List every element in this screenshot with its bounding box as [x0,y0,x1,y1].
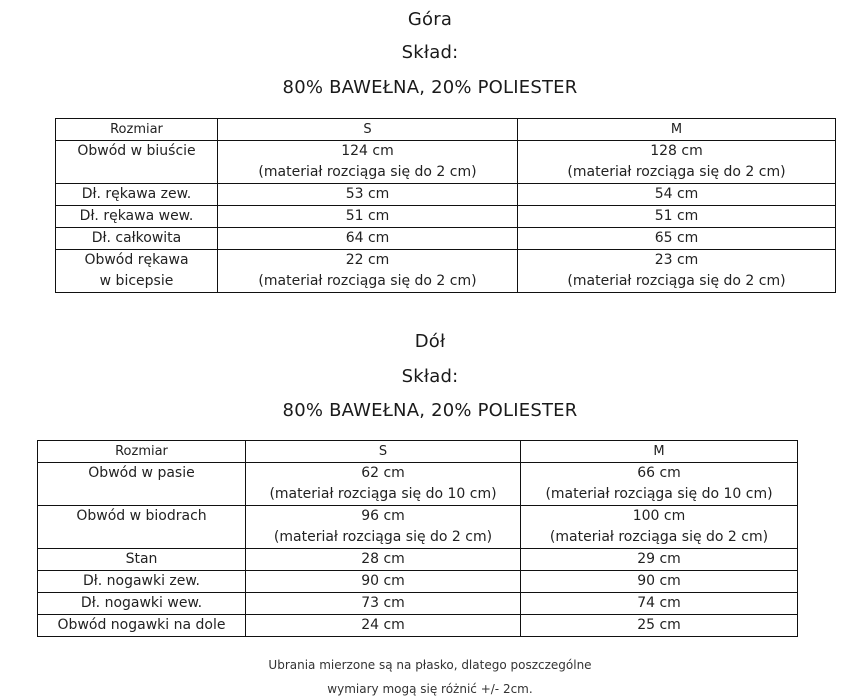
row-label: w bicepsie [99,273,174,289]
table-header-row [38,441,798,463]
measurement-note-line1: Ubrania mierzone są na płasko, dlatego poszczególne [268,658,592,672]
column-header: M [521,441,798,463]
row-label-cell [56,206,218,228]
row-label-cell [38,593,246,615]
measurement-value: 23 cm [654,252,699,268]
size-m-cell [518,228,836,250]
bottom-composition: 80% BAWEŁNA, 20% POLIESTER [282,400,578,421]
size-s-cell [246,549,521,571]
size-m-cell [518,141,836,184]
stretch-note: (materiał rozciąga się do 10 cm) [269,486,497,502]
size-m-cell [521,593,798,615]
measurement-value: 25 cm [637,617,681,633]
measurement-value: 64 cm [345,230,390,246]
measurement-value: 53 cm [345,186,390,202]
row-label: Dł. nogawki zew. [82,573,201,589]
table-row [38,615,798,637]
size-s-cell [218,141,518,184]
table-row [38,593,798,615]
measurement-value: 100 cm [632,508,686,524]
bottom-size-table [37,440,798,637]
bottom-title: Dół [414,331,446,352]
measurement-value: 74 cm [637,595,681,611]
measurement-value: 90 cm [361,573,405,589]
measurement-value: 96 cm [361,508,405,524]
measurement-note-line2: wymiary mogą się różnić +/- 2cm. [327,682,533,696]
table-row [56,184,836,206]
table-row [38,571,798,593]
measurement-value: 90 cm [637,573,681,589]
measurement-value: 128 cm [650,143,703,159]
measurement-value: 62 cm [361,465,405,481]
row-label: Obwód w biuście [77,143,196,159]
measurement-value: 51 cm [654,208,699,224]
measurement-value: 28 cm [361,551,405,567]
size-s-cell [218,250,518,293]
measurement-value: 22 cm [345,252,390,268]
stretch-note: (materiał rozciąga się do 2 cm) [549,529,769,545]
measurement-value: 66 cm [637,465,681,481]
top-size-table [55,118,836,293]
table-row [38,463,798,506]
size-s-cell [218,206,518,228]
stretch-note: (materiał rozciąga się do 10 cm) [545,486,773,502]
table-row [56,250,836,293]
size-s-cell [218,228,518,250]
size-m-cell [521,571,798,593]
table-row [38,549,798,571]
row-label: Obwód nogawki na dole [57,617,226,633]
row-label: Obwód w biodrach [76,508,207,524]
column-header: S [218,119,518,141]
row-label: Dł. rękawa wew. [79,208,194,224]
size-m-cell [518,184,836,206]
column-header: Rozmiar [38,441,246,463]
row-label-cell [38,463,246,506]
measurement-value: 124 cm [341,143,394,159]
stretch-note: (materiał rozciąga się do 2 cm) [567,273,786,289]
row-label: Obwód w pasie [88,465,195,481]
stretch-note: (materiał rozciąga się do 2 cm) [258,273,477,289]
row-label: Dł. rękawa zew. [81,186,192,202]
size-m-cell [521,549,798,571]
size-m-cell [521,506,798,549]
stretch-note: (materiał rozciąga się do 2 cm) [567,164,786,180]
size-s-cell [246,615,521,637]
size-m-cell [518,250,836,293]
measurement-value: 51 cm [345,208,390,224]
stretch-note: (materiał rozciąga się do 2 cm) [273,529,493,545]
bottom-composition-label: Skład: [401,366,459,387]
measurement-value: 54 cm [654,186,699,202]
measurement-value: 73 cm [361,595,405,611]
row-label: Stan [125,551,158,567]
table-row [56,141,836,184]
row-label: Obwód rękawa [84,252,189,268]
measurement-value: 29 cm [637,551,681,567]
size-s-cell [246,593,521,615]
row-label-cell [56,184,218,206]
size-s-cell [246,506,521,549]
row-label-cell [38,571,246,593]
row-label: Dł. całkowita [91,230,182,246]
row-label-cell [56,141,218,184]
top-composition-label: Skład: [401,42,459,63]
table-header-row [56,119,836,141]
top-composition: 80% BAWEŁNA, 20% POLIESTER [282,77,578,98]
row-label-cell [56,228,218,250]
size-m-cell [521,463,798,506]
size-s-cell [246,463,521,506]
column-header: M [518,119,836,141]
row-label-cell [38,506,246,549]
table-row [56,228,836,250]
stretch-note: (materiał rozciąga się do 2 cm) [258,164,477,180]
row-label-cell [38,615,246,637]
column-header: S [246,441,521,463]
size-s-cell [218,184,518,206]
column-header: Rozmiar [56,119,218,141]
size-m-cell [518,206,836,228]
size-s-cell [246,571,521,593]
row-label-cell [38,549,246,571]
row-label-cell [56,250,218,293]
row-label: Dł. nogawki wew. [80,595,203,611]
table-row [56,206,836,228]
measurement-value: 65 cm [654,230,699,246]
table-row [38,506,798,549]
measurement-value: 24 cm [361,617,405,633]
size-m-cell [521,615,798,637]
top-title: Góra [407,9,453,30]
